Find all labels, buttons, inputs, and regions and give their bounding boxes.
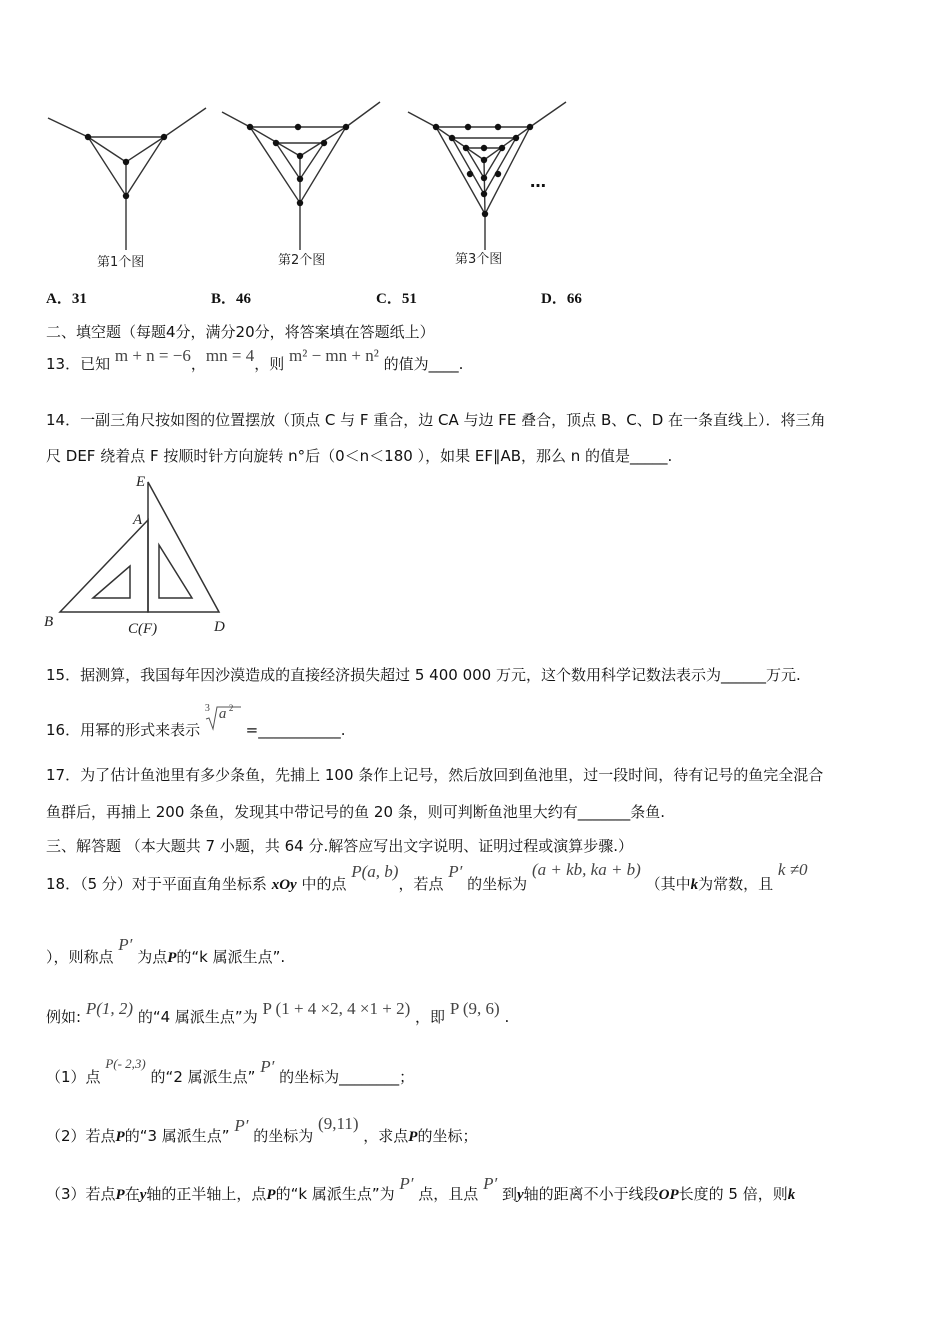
q13-prefix: 13．已知 [46,355,111,373]
q18-example: 例如: P(1, 2) 的“4 属派生点”为 P (1 + 4 ×2, 4 ×1 + 2) ，即 P (9, 6) . [46,999,510,1026]
option-c-value: 51 [401,291,417,307]
option-a[interactable] [46,287,87,308]
q18-part3: （3）若点P在y轴的正半轴上，点P的“k 属派生点”为 P′ 点，且点 P′ 到y轴的距离不小于线段OP长度的 5 倍，则k [46,1174,796,1203]
section-3-title: 三、解答题 （本大题共 7 小题，共 64 分.解答应写出文字说明、证明过程或演算步骤.） [46,837,634,855]
q13-comma: ， [190,355,206,373]
option-b[interactable] [211,287,251,308]
q13-expr: m² − mn + n² [289,346,379,365]
label-a: A [133,512,143,528]
option-d-letter: D． [541,291,567,307]
label-d: D [214,619,225,635]
option-c[interactable] [376,287,417,308]
q18-line1: 18．（5 分）对于平面直角坐标系 xOy 中的点 P(a, b)，若点 P′ 的坐标为 (a + kb, ka + b) （其中k为常数，且 k ≠0 [46,860,808,893]
figure-3-caption: 第3个图 [455,252,503,267]
label-cf: C(F) [128,621,158,637]
q18-part2: （2）若点P的“3 属派生点” P′ 的坐标为 (9,11) ，求点P的坐标； [46,1114,478,1145]
option-b-value: 46 [236,291,252,307]
option-a-letter: A． [46,291,72,307]
q18-point-pab: P(a, b) [351,862,399,881]
option-d-value: 66 [566,291,582,307]
q16-radical [204,703,241,737]
pattern-figures [0,90,600,275]
q13-then: ，则 [254,355,285,373]
q18-coord-formula: (a + kb, ka + b) [531,860,641,879]
q18-line2: ），则称点 P′ 为点P的“k 属派生点”. [46,935,286,966]
option-c-letter: C． [376,291,402,307]
q14-line1: 14．一副三角尺按如图的位置摆放（顶点 C 与 F 重合，边 CA 与边 FE 叠合，顶点 B、C、D 在一条直线上）．将三角 [46,411,826,429]
q17-line2: 鱼群后，再捕上 200 条鱼，发现其中带记号的鱼 20 条，则可判断鱼池里大约有_______条鱼. [46,803,666,821]
label-e: E [136,474,146,490]
option-d[interactable] [541,287,582,308]
q13-eq1: m + n = −6 [114,346,191,365]
q18-part1: （1）点 P(- 2,3) 的“2 属派生点” P′ 的坐标为________； [46,1056,415,1086]
q13-eq2: mn = 4 [205,346,255,365]
figure-2-caption: 第2个图 [278,253,326,268]
question-16 [46,703,346,740]
ellipsis: … [530,172,546,191]
option-a-value: 31 [71,291,87,307]
q16-radicand: a [218,706,227,722]
q13-suffix: 的值为____. [383,355,464,373]
option-b-letter: B． [211,291,237,307]
figure-1 [48,108,206,250]
question-13 [46,346,464,374]
q14-line2: 尺 DEF 绕着点 F 按顺时针方向旋转 n°后（0＜n＜180 ），如果 EF∥AB，那么 n 的值是_____. [46,447,673,465]
figure-1-caption: 第1个图 [97,255,145,270]
q16-radicand-exp: 2 [228,703,234,713]
q16-prefix: 16．用幂的形式来表示 [46,721,201,739]
label-b: B [44,614,54,630]
section-2-title: 二、填空题（每题4分，满分20分，将答案填在答题纸上） [46,323,435,341]
triangle-rulers-figure [40,470,240,640]
q16-root-index: 3 [204,703,210,714]
question-15: 15．据测算，我国每年因沙漠造成的直接经济损失超过 5 400 000 万元，这个数用科学记数法表示为______万元. [46,666,801,684]
q17-line1: 17．为了估计鱼池里有多少条鱼，先捕上 100 条作上记号，然后放回到鱼池里，过一段时间，待有记号的鱼完全混合 [46,766,824,784]
q16-suffix: =___________. [245,721,346,739]
